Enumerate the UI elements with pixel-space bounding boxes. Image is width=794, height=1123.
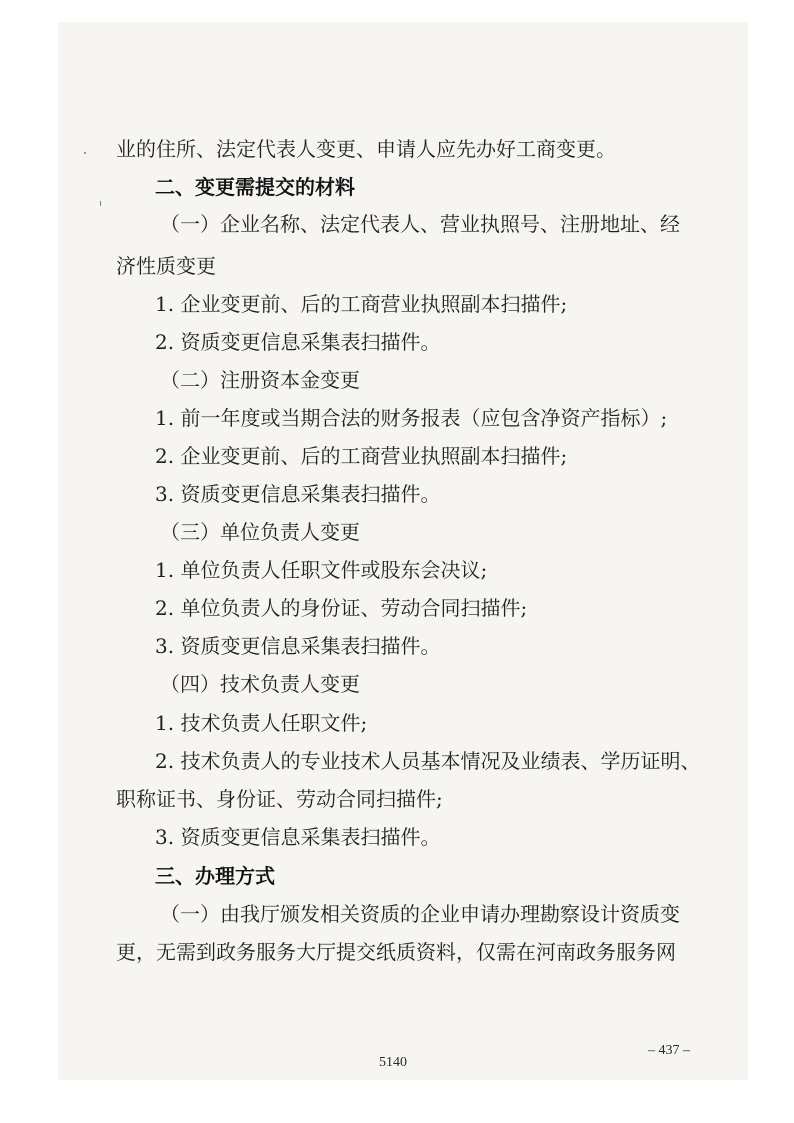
body-line: 更，无需到政务服务大厅提交纸质资料，仅需在河南政务服务网 [116, 940, 676, 964]
scan-speck [100, 201, 101, 206]
body-line: （一）由我厅颁发相关资质的企业申请办理勘察设计资质变 [160, 902, 680, 926]
list-item: 1. 技术负责人任职文件; [155, 711, 368, 735]
body-line: 济性质变更 [116, 254, 216, 278]
stamp-number: 5140 [379, 1055, 407, 1070]
body-line: 业的住所、法定代表人变更、申请人应先办好工商变更。 [116, 137, 616, 161]
subsection-heading: （四）技术负责人变更 [160, 672, 360, 696]
page-number: – 437 – [648, 1043, 690, 1058]
list-item: 3. 资质变更信息采集表扫描件。 [155, 634, 441, 658]
list-item: 2. 资质变更信息采集表扫描件。 [155, 330, 441, 354]
list-item: 2. 企业变更前、后的工商营业执照副本扫描件; [155, 444, 568, 468]
body-line: 职称证书、身份证、劳动合同扫描件; [116, 787, 443, 811]
list-item: 2. 单位负责人的身份证、劳动合同扫描件; [155, 596, 528, 620]
scan-speck [84, 152, 86, 154]
list-item: 1. 企业变更前、后的工商营业执照副本扫描件; [155, 292, 568, 316]
section-heading: 二、变更需提交的材料 [155, 175, 355, 199]
section-heading: 三、办理方式 [155, 864, 275, 888]
list-item: 3. 资质变更信息采集表扫描件。 [155, 482, 441, 506]
subsection-heading: （二）注册资本金变更 [160, 368, 360, 392]
list-item: 1. 单位负责人任职文件或股东会决议; [155, 558, 488, 582]
list-item: 3. 资质变更信息采集表扫描件。 [155, 825, 441, 849]
subsection-heading: （一）企业名称、法定代表人、营业执照号、注册地址、经 [160, 212, 680, 236]
list-item: 1. 前一年度或当期合法的财务报表（应包含净资产指标）; [155, 406, 668, 430]
subsection-heading: （三）单位负责人变更 [160, 520, 360, 544]
list-item: 2. 技术负责人的专业技术人员基本情况及业绩表、学历证明、 [155, 749, 701, 773]
